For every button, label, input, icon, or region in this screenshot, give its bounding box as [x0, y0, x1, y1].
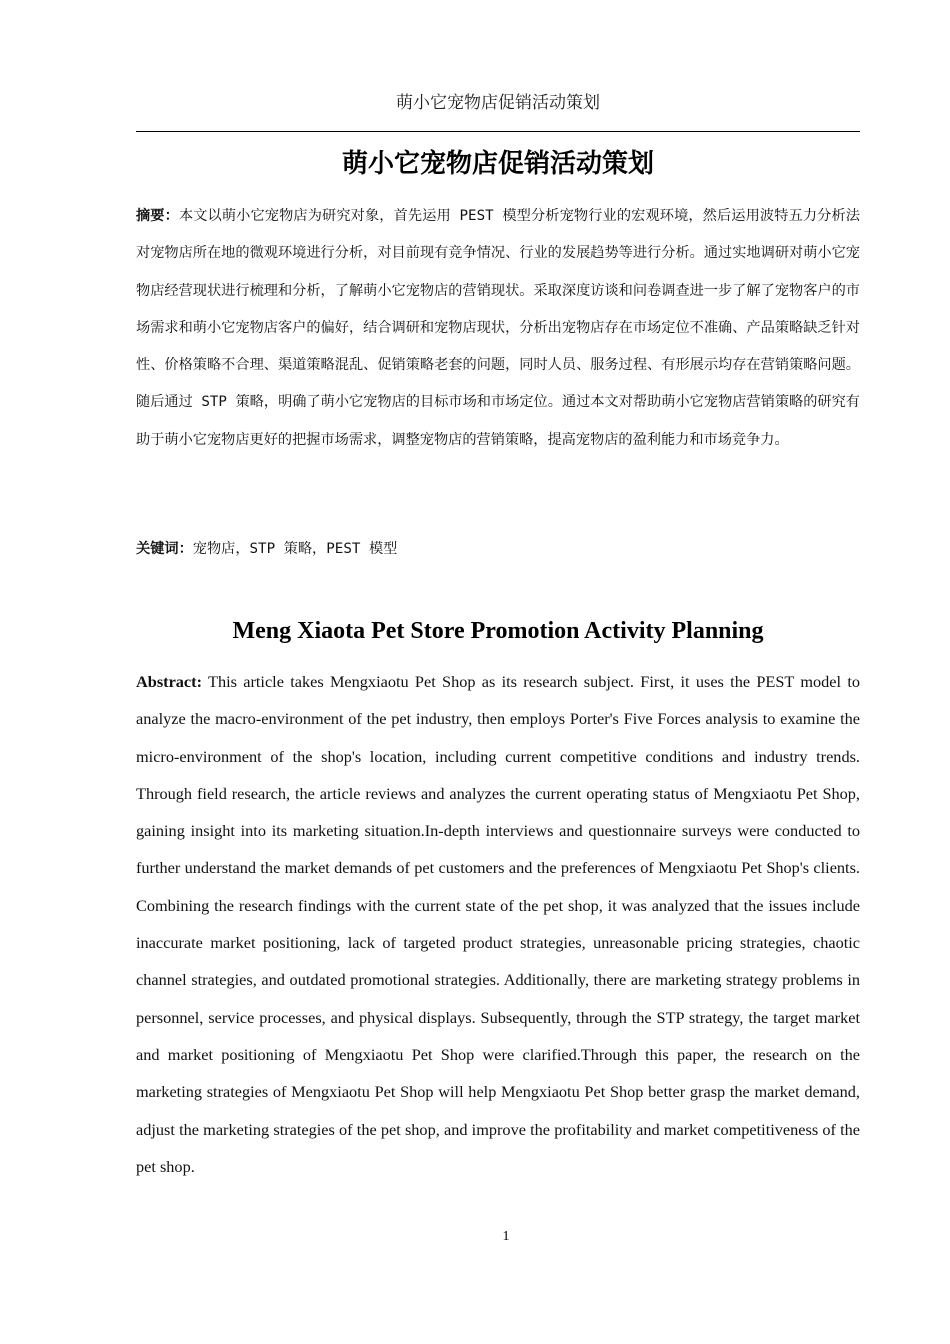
chinese-title: 萌小它宠物店促销活动策划: [341, 149, 654, 179]
header-divider: [136, 131, 860, 132]
chinese-abstract-text: 本文以萌小它宠物店为研究对象，首先运用 PEST 模型分析宠物行业的宏观环境，然后运用波特五力分析法对宠物店所在地的微观环境进行分析，对目前现有竞争情况、行业的发展趋势等进行分析。通过实地调研对萌小它宠物店经营现状进行梳理和分析，了解萌小它宠物店的营销现状。采取深度访谈和问卷调查进一步了解了宠物客户的市场需求和萌小它宠物店客户的偏好，结合调研和宠物店现状，分析出宠物店存在市场定位不准确、产品策略缺乏针对性、价格策略不合理、渠道策略混乱、促销策略老套的问题，同时人员、服务过程、有形展示均存在营销策略问题。随后通过 STP 策略，明确了萌小它宠物店的目标市场和市场定位。通过本文对帮助萌小它宠物店营销策略的研究有助于萌小它宠物店更好的把握市场需求，调整宠物店的营销策略，提高宠物店的盈利能力和市场竞争力。: [136, 208, 860, 448]
page-number: 1: [502, 1229, 510, 1244]
english-title: Meng Xiaota Pet Store Promotion Activity Planning: [232, 618, 764, 644]
chinese-keywords: [136, 531, 860, 568]
chinese-abstract-label: 摘要：: [136, 208, 179, 224]
chinese-keywords-label: 关键词：: [136, 541, 193, 557]
english-abstract-text: This article takes Mengxiaotu Pet Shop as its research subject. First, it uses the PEST model to analyze the macro-environment of the pet industry, then employs Porter's Five Forces analysis to examine the micro-environment of the shop's location, including current competitive conditions and industry trends. Through field research, the article reviews and analyzes the current operating status of Mengxiaotu Pet Shop, gaining insight into its marketing situation.In-depth interviews and questionnaire surveys were conducted to further understand the market demands of pet customers and the preferences of Mengxiaotu Pet Shop's clients. Combining the research findings with the current state of the pet shop, it was analyzed that the issues include inaccurate market positioning, lack of targeted product strategies, unreasonable pricing strategies, chaotic channel strategies, and outdated promotional strategies. Additionally, there are marketing strategy problems in personnel, service processes, and physical displays. Subsequently, through the STP strategy, the target market and market positioning of Mengxiaotu Pet Shop were clarified.Through this paper, the research on the marketing strategies of Mengxiaotu Pet Shop will help Mengxiaotu Pet Shop better grasp the market demand, adjust the marketing strategies of the pet shop, and improve the profitability and market competitiveness of the pet shop.: [136, 672, 860, 1176]
chinese-abstract: [136, 198, 860, 459]
chinese-keywords-text: 宠物店，STP 策略，PEST 模型: [192, 541, 398, 557]
english-abstract: [136, 663, 860, 1185]
running-header: 萌小它宠物店促销活动策划: [396, 93, 600, 113]
english-abstract-label: Abstract:: [136, 672, 203, 691]
